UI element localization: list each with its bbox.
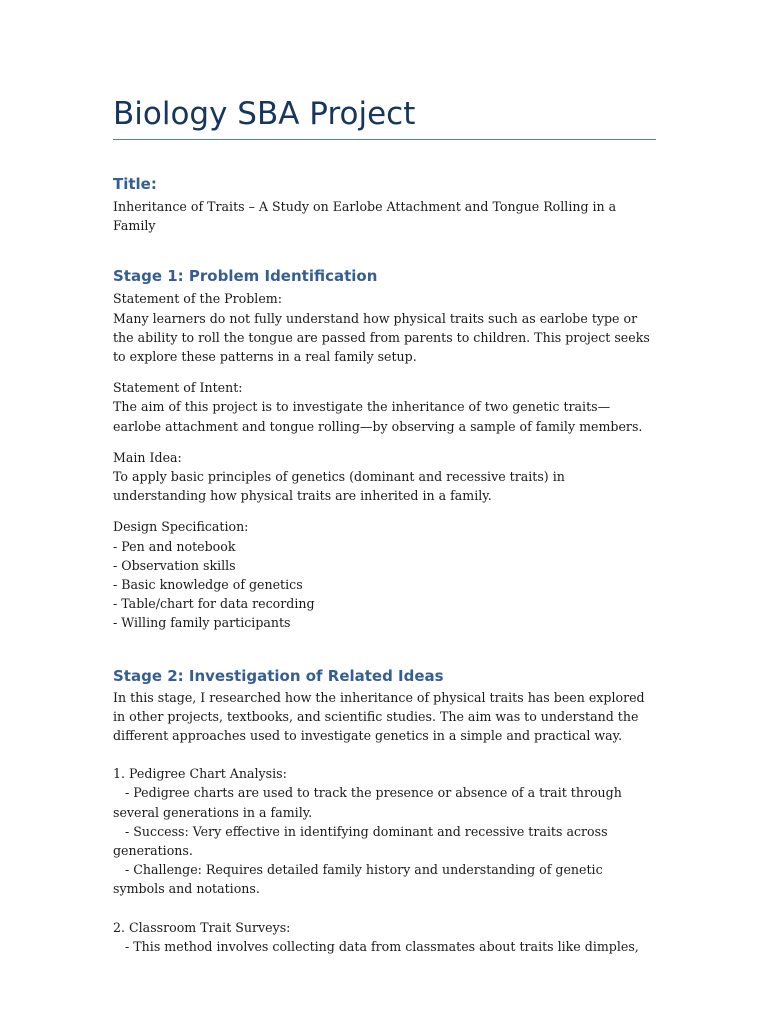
method1-challenge: - Challenge: Requires detailed family history and understanding of genetic symbols and notations.: [113, 862, 607, 897]
design-item: - Pen and notebook: [113, 538, 236, 554]
main-idea-label: Main Idea:: [113, 449, 182, 465]
intent-text: The aim of this project is to investigate the inheritance of two genetic traits—earlobe attachment and tongue rolling—by observing a sample of family members.: [113, 399, 643, 434]
design-specification: [113, 517, 656, 632]
document-body: [113, 94, 656, 956]
title-underline: [113, 139, 656, 140]
design-item: - Basic knowledge of genetics: [113, 577, 303, 593]
method-pedigree: [113, 764, 656, 898]
method-survey: [113, 918, 656, 956]
stage2-intro: In this stage, I researched how the inheritance of physical traits has been explored in other projects, textbooks, and scientific studies. The aim was to understand the different approaches used to investigate genetics in a simple and practical way.: [113, 689, 649, 744]
problem-text: Many learners do not fully understand how physical traits such as earlobe type or the ability to roll the tongue are passed from parents to children. This project seeks to explore these patterns in a real family setup.: [113, 310, 654, 365]
design-item: - Table/chart for data recording: [113, 596, 315, 612]
problem-label: Statement of the Problem:: [113, 291, 282, 307]
problem-statement: [113, 289, 656, 366]
method1-description: - Pedigree charts are used to track the presence or absence of a trait through several generations in a family.: [113, 785, 626, 820]
intent-label: Statement of Intent:: [113, 380, 243, 396]
method1-success: - Success: Very effective in identifying dominant and recessive traits across generations.: [113, 823, 612, 859]
stage2-heading: Stage 2: Investigation of Related Ideas: [113, 666, 444, 685]
title-heading: Title:: [113, 175, 157, 193]
method1-label: 1. Pedigree Chart Analysis:: [113, 766, 287, 782]
main-idea: [113, 448, 656, 506]
document-title: Biology SBA Project: [113, 96, 416, 132]
method2-description: - This method involves collecting data from classmates about traits like dimples,: [113, 938, 639, 954]
stage1-heading: Stage 1: Problem Identification: [113, 267, 378, 286]
design-item: - Willing family participants: [113, 615, 291, 631]
main-idea-text: To apply basic principles of genetics (dominant and recessive traits) in understanding how physical traits are inherited in a family.: [113, 469, 569, 504]
intent-statement: [113, 378, 656, 436]
method2-label: 2. Classroom Trait Surveys:: [113, 919, 291, 935]
design-item: - Observation skills: [113, 557, 236, 573]
project-title-text: Inheritance of Traits – A Study on Earlobe Attachment and Tongue Rolling in a Family: [113, 199, 621, 234]
design-label: Design Specification:: [113, 519, 249, 535]
